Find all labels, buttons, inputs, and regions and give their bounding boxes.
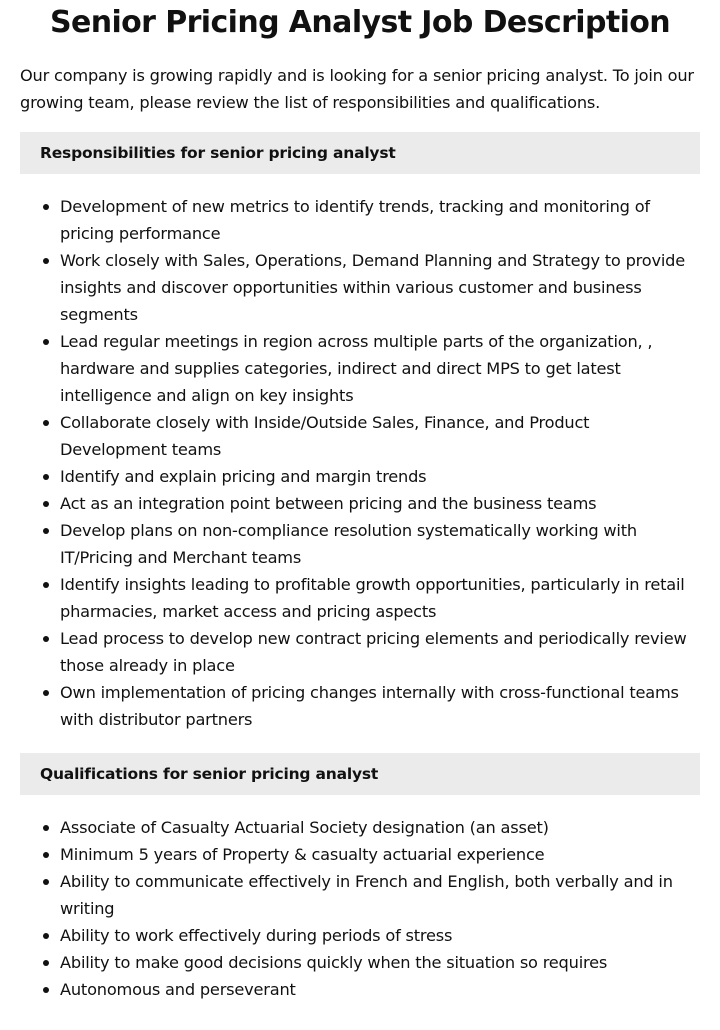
list-item: Develop plans on non-compliance resolution systematically working with IT/Pricing and Merchant teams: [60, 517, 700, 571]
list-item: Minimum 5 years of Property & casualty actuarial experience: [60, 841, 700, 868]
list-item: Ability to communicate effectively in French and English, both verbally and in writing: [60, 868, 700, 922]
responsibilities-heading: Responsibilities for senior pricing analyst: [20, 132, 700, 174]
list-item: Identify insights leading to profitable growth opportunities, particularly in retail pharmacies, market access and pricing aspects: [60, 571, 700, 625]
qualifications-list: [20, 814, 700, 1003]
list-item: Lead process to develop new contract pricing elements and periodically review those already in place: [60, 625, 700, 679]
list-item: Autonomous and perseverant: [60, 976, 700, 1003]
list-item: Ability to work effectively during periods of stress: [60, 922, 700, 949]
list-item: Act as an integration point between pricing and the business teams: [60, 490, 700, 517]
list-item: Work closely with Sales, Operations, Demand Planning and Strategy to provide insights and discover opportunities within various customer and business segments: [60, 247, 700, 328]
page-title: Senior Pricing Analyst Job Description: [49, 5, 671, 40]
list-item: Identify and explain pricing and margin trends: [60, 463, 700, 490]
list-item: Development of new metrics to identify trends, tracking and monitoring of pricing performance: [60, 193, 700, 247]
responsibilities-list: [20, 193, 700, 733]
list-item: Ability to make good decisions quickly when the situation so requires: [60, 949, 700, 976]
list-item: Associate of Casualty Actuarial Society designation (an asset): [60, 814, 700, 841]
list-item: Own implementation of pricing changes internally with cross-functional teams with distributor partners: [60, 679, 700, 733]
intro-paragraph: Our company is growing rapidly and is looking for a senior pricing analyst. To join our growing team, please review the list of responsibilities and qualifications.: [20, 66, 694, 112]
qualifications-heading: Qualifications for senior pricing analyst: [20, 753, 700, 795]
list-item: Lead regular meetings in region across multiple parts of the organization, , hardware and supplies categories, indirect and direct MPS to get latest intelligence and align on key insights: [60, 328, 700, 409]
list-item: Collaborate closely with Inside/Outside Sales, Finance, and Product Development teams: [60, 409, 700, 463]
